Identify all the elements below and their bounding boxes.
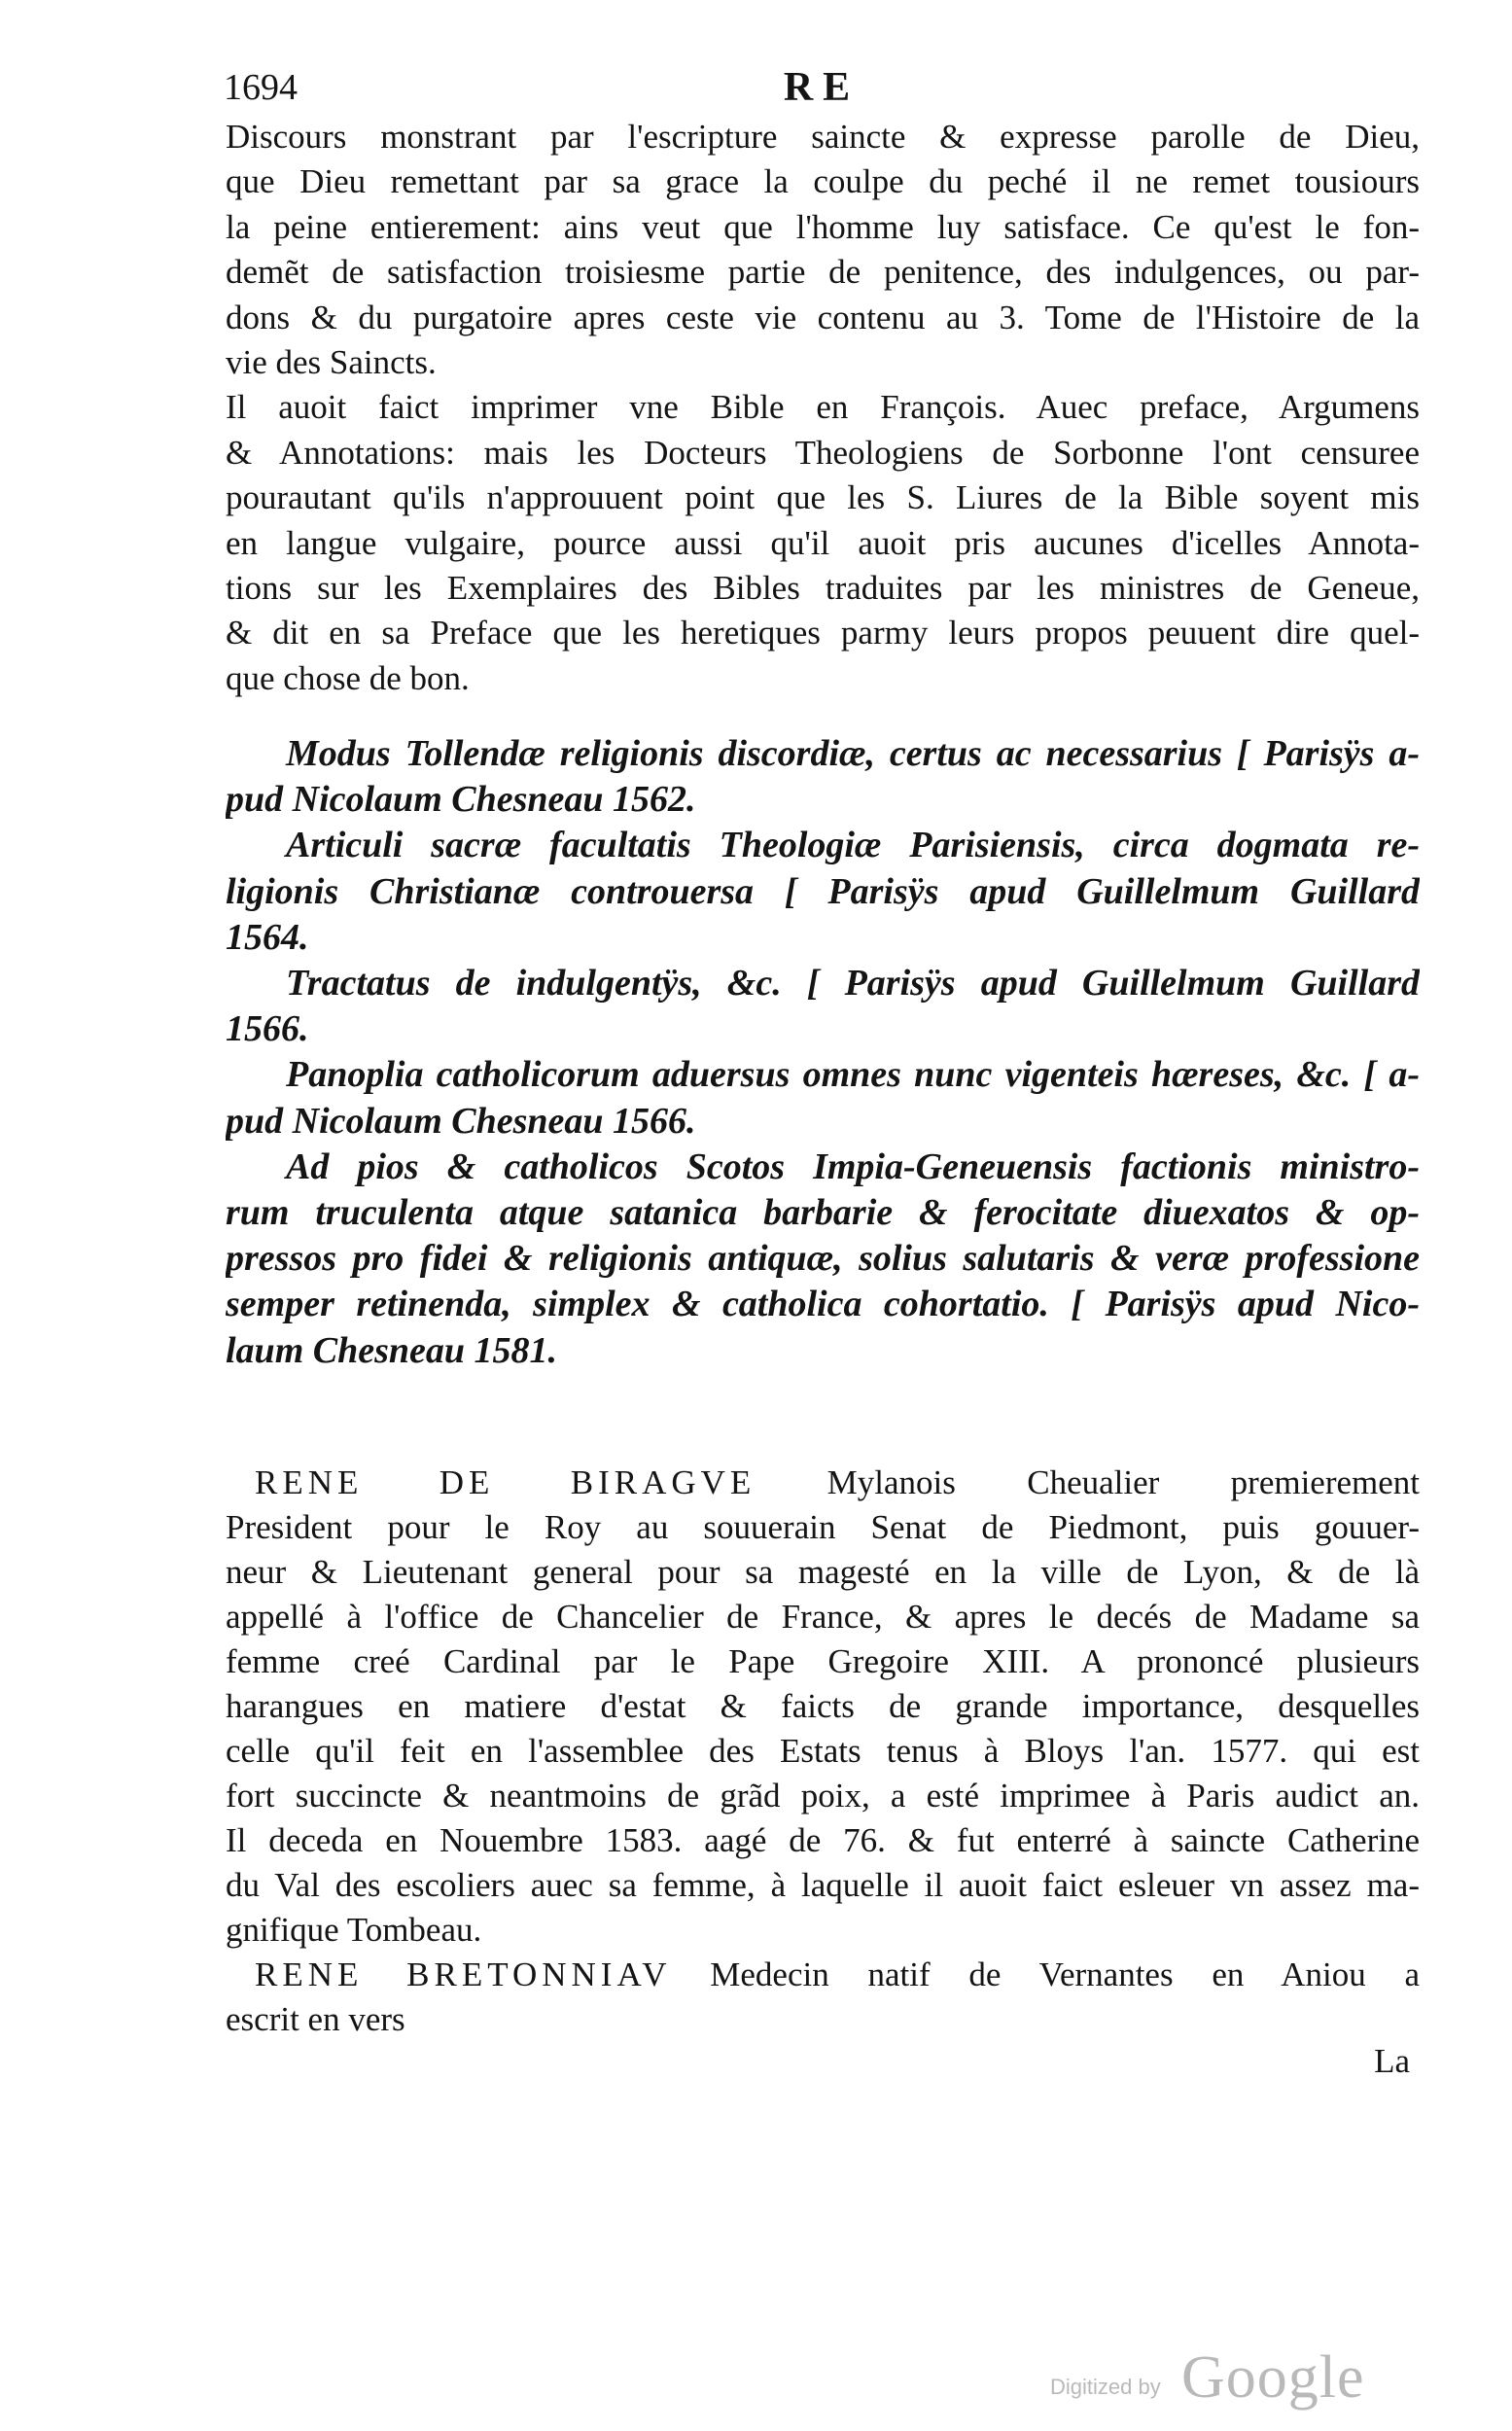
google-logo: Google (1181, 2344, 1365, 2411)
text-line: harangues en matiere d'estat & faicts de grande importance, desquelles (226, 1687, 1420, 1725)
entry-text: Medecin natif de Vernantes en Aniou a (710, 1955, 1420, 1993)
text-line: du Val des escoliers auec sa femme, à laquelle il auoit faict esleuer vn assez ma- (226, 1866, 1420, 1904)
text-line: & dit en sa Preface que les heretiques parmy leurs propos peuuent dire quel- (226, 614, 1420, 652)
text-line: tions sur les Exemplaires des Bibles traduites par les ministres de Geneue, (226, 569, 1420, 608)
text-line: pourautant qu'ils n'approuuent point que les S. Liures de la Bible soyent mis (226, 478, 1420, 517)
text-line: Il auoit faict imprimer vne Bible en François. Auec preface, Argumens (226, 388, 1420, 427)
text-line: escrit en vers (226, 2000, 405, 2038)
intro-paragraphs (226, 115, 1420, 701)
latin-line: 1566. (226, 1008, 309, 1050)
entry-first-line (226, 1953, 1420, 1997)
page-number: 1694 (224, 67, 298, 108)
text-line: Il deceda en Nouembre 1583. aagé de 76. & fut enterré à saincte Catherine (226, 1821, 1420, 1859)
text-line: President pour le Roy au souuerain Senat de Piedmont, puis gouuer- (226, 1508, 1420, 1546)
running-head: RE (783, 65, 861, 110)
latin-line: pud Nicolaum Chesneau 1562. (226, 779, 696, 821)
page-header (224, 66, 1420, 115)
entry-name-birague: RENE DE BIRAGVE (255, 1463, 756, 1501)
text-line: vie des Saincts. (226, 343, 437, 382)
text-line: gnifique Tombeau. (226, 1911, 482, 1949)
digitized-by-google-watermark (1050, 2343, 1381, 2412)
latin-line: 1564. (226, 916, 309, 958)
text-line: que chose de bon. (226, 658, 470, 697)
latin-line: semper retinenda, simplex & catholica cohortatio. [ Parisÿs apud Nico- (226, 1284, 1420, 1325)
entry-first-line (226, 1461, 1420, 1505)
latin-line: Articuli sacræ facultatis Theologiæ Parisiensis, circa dogmata re- (286, 825, 1420, 866)
text-line: fort succincte & neantmoins de grãd poix, a esté imprimee à Paris audict an. (226, 1777, 1420, 1814)
entry-name-bretonniau: RENE BRETONNIAV (255, 1955, 672, 1993)
birague-entry (226, 1461, 1420, 2042)
text-line: femme creé Cardinal par le Pape Gregoire XIII. A prononcé plusieurs (226, 1642, 1420, 1680)
latin-line: Tractatus de indulgentÿs, &c. [ Parisÿs apud Guillelmum Guillard (286, 963, 1420, 1004)
watermark-prefix: Digitized by (1050, 2375, 1161, 2399)
text-line: appellé à l'office de Chancelier de France, & apres le decés de Madame sa (226, 1598, 1420, 1636)
latin-line: Ad pios & catholicos Scotos Impia-Geneuensis factionis ministro- (286, 1145, 1420, 1187)
latin-line: Panoplia catholicorum aduersus omnes nunc vigenteis hæreses, &c. [ a- (286, 1054, 1420, 1096)
text-line: la peine entierement: ains veut que l'homme luy satisface. Ce qu'est le fon- (226, 207, 1420, 246)
text-line: que Dieu remettant par sa grace la coulpe du peché il ne remet tousiours (226, 162, 1420, 201)
text-line: Discours monstrant par l'escripture saincte & expresse parolle de Dieu, (226, 118, 1420, 156)
text-line: celle qu'il feit en l'assemblee des Estats tenus à Bloys l'an. 1577. qui est (226, 1732, 1420, 1770)
text-line: & Annotations: mais les Docteurs Theologiens de Sorbonne l'ont censuree (226, 433, 1420, 472)
latin-line: laum Chesneau 1581. (226, 1329, 558, 1371)
text-line: demẽt de satisfaction troisiesme partie de penitence, des indulgences, ou par- (226, 253, 1420, 292)
text-line: dons & du purgatoire apres ceste vie contenu au 3. Tome de l'Histoire de la (226, 298, 1420, 336)
text-line: en langue vulgaire, pource aussi qu'il auoit pris aucunes d'icelles Annota- (226, 523, 1420, 562)
latin-titles-list (226, 731, 1420, 1374)
latin-line: ligionis Christianæ controuersa [ Parisÿs apud Guillelmum Guillard (226, 870, 1420, 912)
entry-text: Mylanois Cheualier premierement (826, 1463, 1420, 1501)
latin-line: pud Nicolaum Chesneau 1566. (226, 1100, 696, 1142)
latin-line: rum truculenta atque satanica barbarie & ferocitate diuexatos & op- (226, 1192, 1420, 1234)
text-line: neur & Lieutenant general pour sa magesté en la ville de Lyon, & de là (226, 1553, 1420, 1591)
latin-line: Modus Tollendæ religionis discordiæ, certus ac necessarius [ Parisÿs a- (286, 733, 1420, 774)
catchword: La (1374, 2042, 1410, 2080)
latin-line: pressos pro fidei & religionis antiquæ, solius salutaris & veræ professione (226, 1238, 1420, 1280)
